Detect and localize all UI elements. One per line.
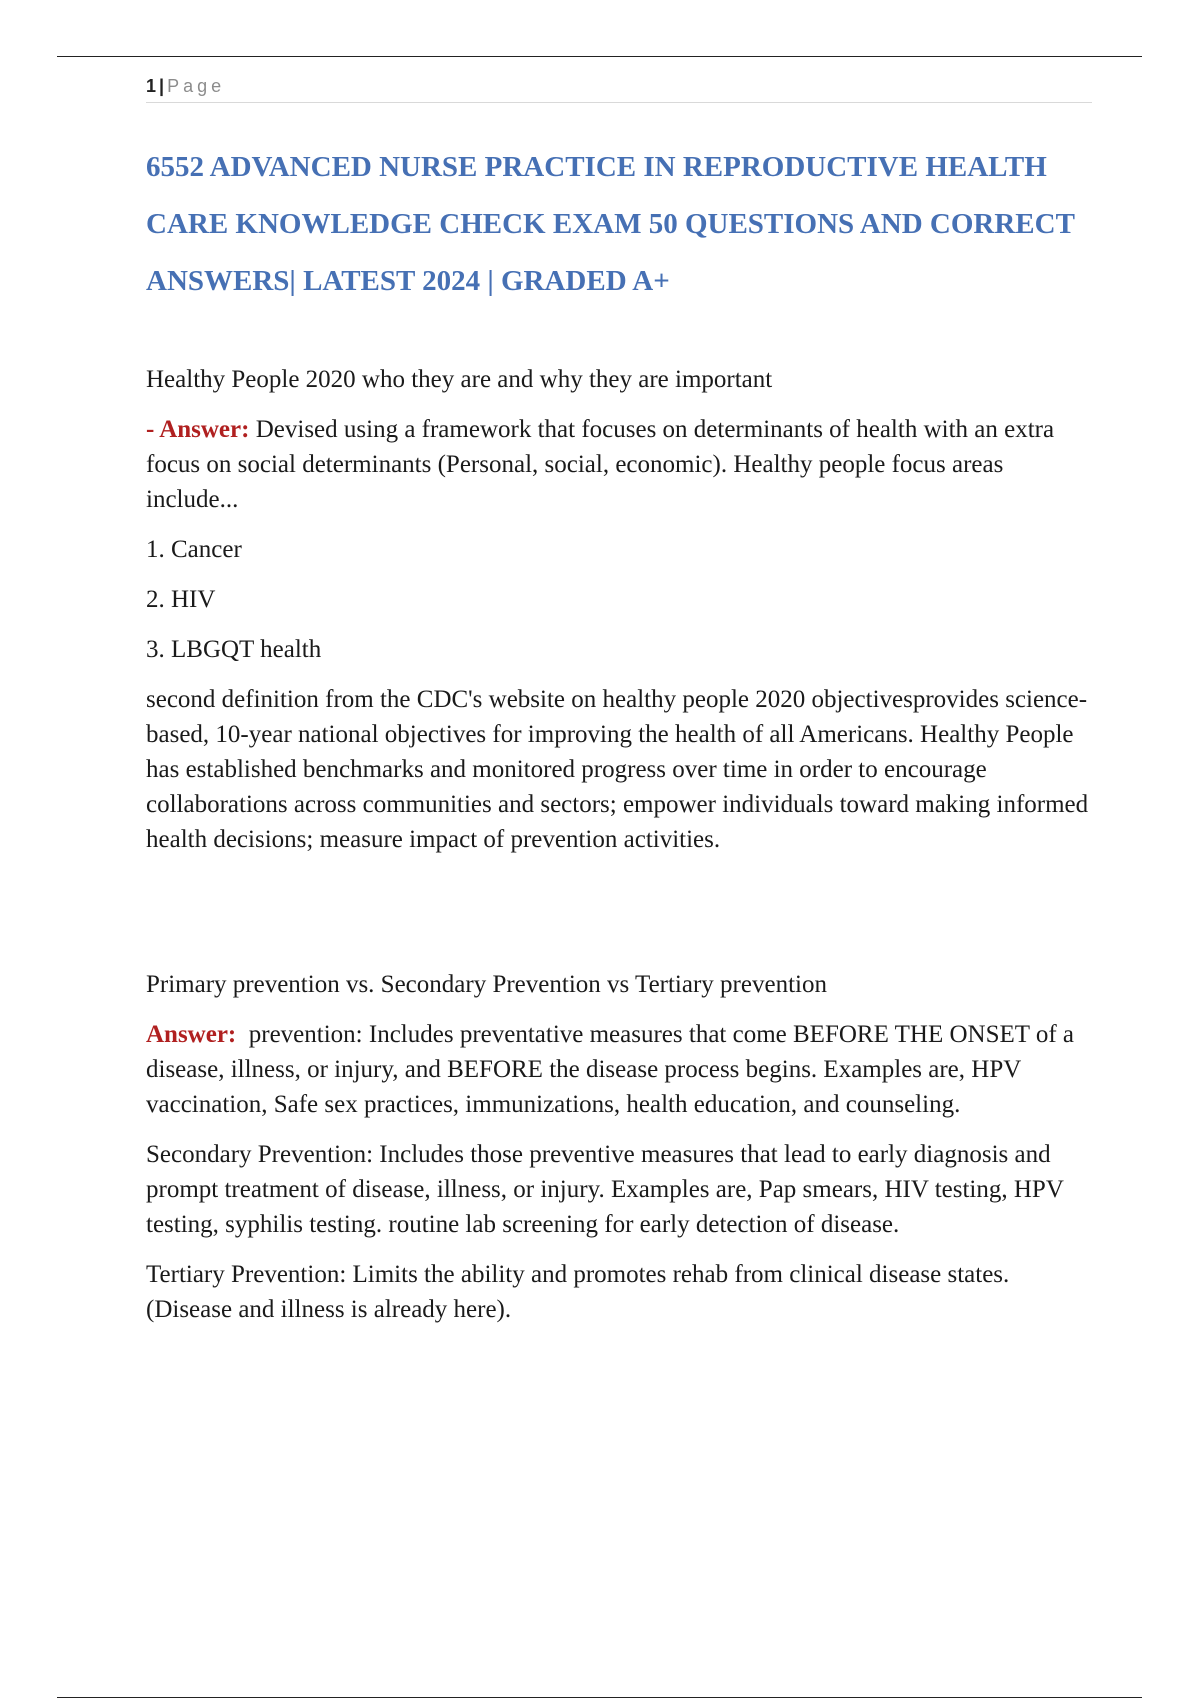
page-header — [146, 74, 1092, 103]
top-rule — [57, 56, 1142, 57]
page-separator: | — [159, 76, 165, 96]
list-item-1: 1. Cancer — [146, 536, 242, 563]
answer-2 — [146, 1017, 1096, 1122]
question-2: Primary prevention vs. Secondary Prevention vs Tertiary prevention — [146, 971, 827, 998]
answer-label-2: Answer: — [146, 1021, 237, 1048]
answer-1 — [146, 412, 1096, 517]
extra-paragraph-1: second definition from the CDC's website on healthy people 2020 objectivesprovides science-based, 10-year national objectives for improving the health of all Americans. Healthy People has established benchmarks and monitored progress over time in order to encourage collaborations across communities and sectors; empower individuals toward making informed health decisions; measure impact of prevention activities. — [146, 686, 1089, 853]
document-body — [146, 362, 1096, 1342]
question-1: Healthy People 2020 who they are and why they are important — [146, 366, 773, 393]
answer-text-1: Devised using a framework that focuses on determinants of health with an extra focus on social determinants (Personal, social, economic). Healthy people focus areas include... — [146, 416, 1055, 513]
answer-label-1: - Answer: — [146, 416, 250, 443]
paragraph-secondary-prevention: Secondary Prevention: Includes those preventive measures that lead to early diagnosis and prompt treatment of disease, illness, or injury. Examples are, Pap smears, HIV testing, HPV testing, syphilis testing. routine lab screening for early detection of disease. — [146, 1141, 1064, 1238]
paragraph-tertiary-prevention: Tertiary Prevention: Limits the ability and promotes rehab from clinical disease states. (Disease and illness is already here). — [146, 1261, 1010, 1323]
list-item-2: 2. HIV — [146, 586, 216, 613]
answer-text-2: prevention: Includes preventative measures that come BEFORE THE ONSET of a disease, illness, or injury, and BEFORE the disease process begins. Examples are, HPV vaccination, Safe sex practices, immunizations, health education, and counseling. — [146, 1021, 1081, 1118]
document-title: 6552 ADVANCED NURSE PRACTICE IN REPRODUCTIVE HEALTH CARE KNOWLEDGE CHECK EXAM 50 QUESTIONS AND CORRECT ANSWERS| LATEST 2024 | GRADED A+ — [146, 151, 1075, 297]
page-number: 1 — [146, 76, 157, 96]
spacer — [146, 872, 1096, 967]
bottom-rule — [57, 1697, 1142, 1698]
list-item-3: 3. LBGQT health — [146, 636, 322, 663]
page-label: Page — [167, 76, 226, 96]
